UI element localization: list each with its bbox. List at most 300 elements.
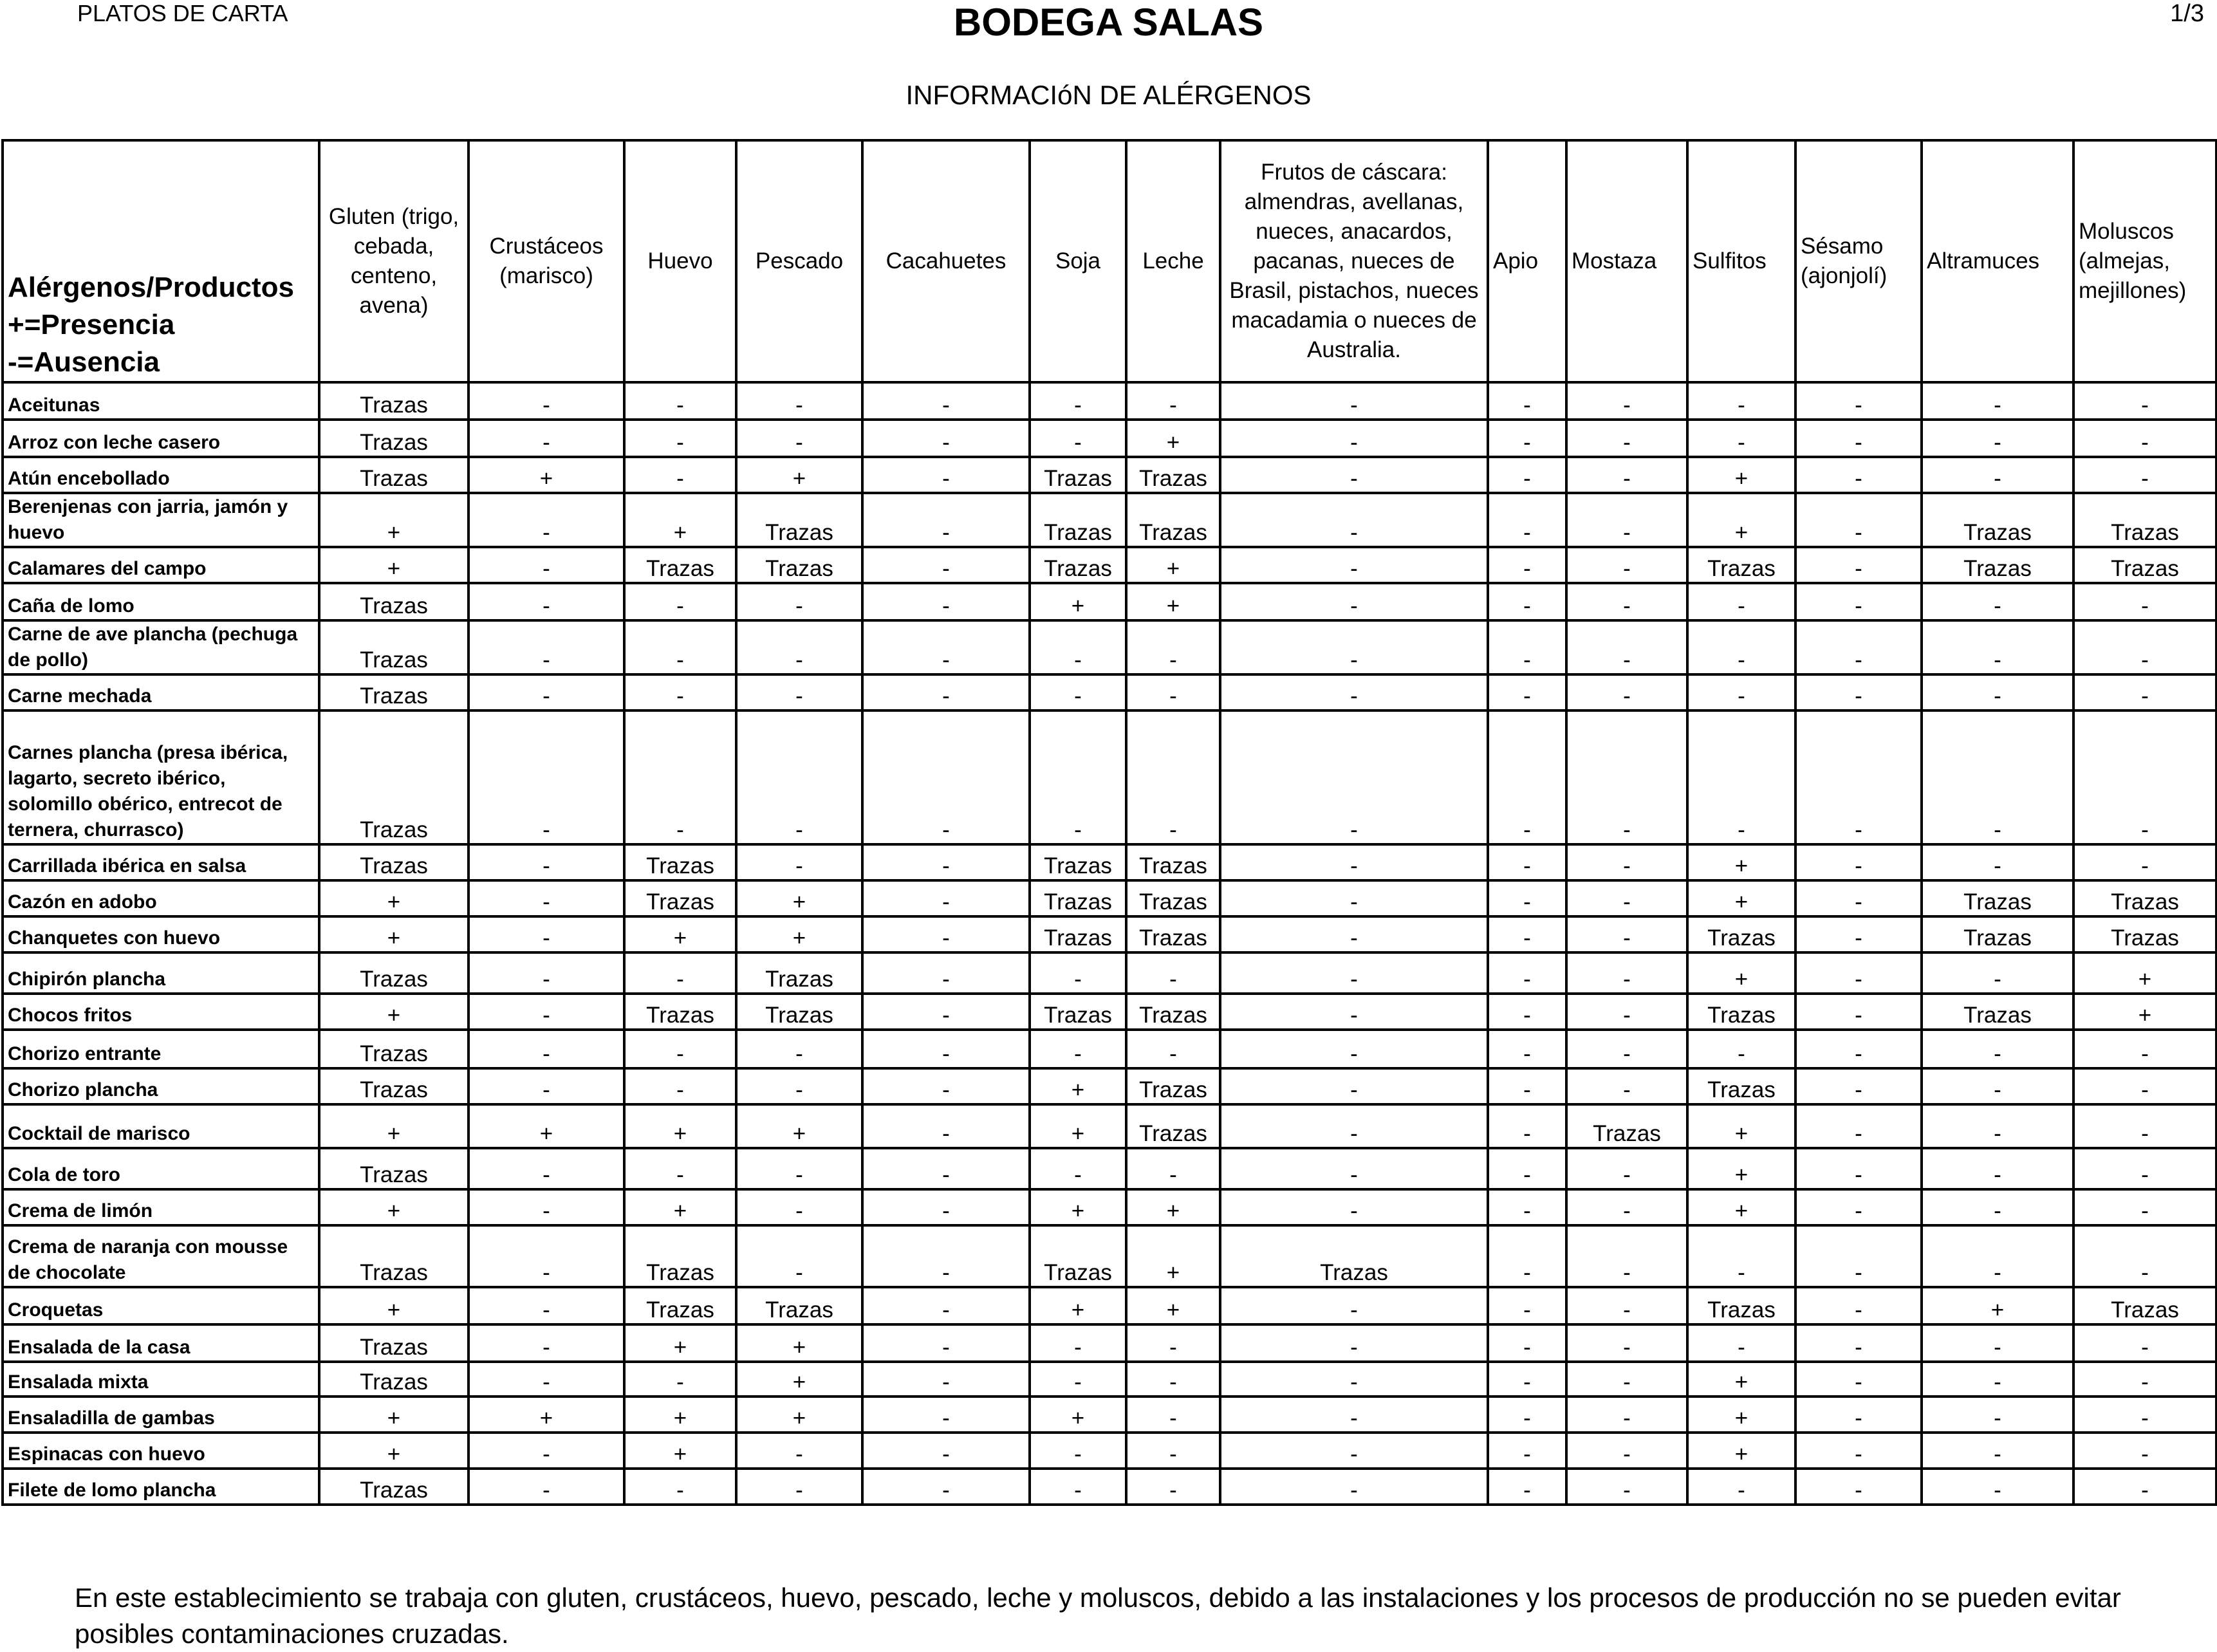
allergen-value-cell: + bbox=[1030, 1287, 1126, 1324]
allergen-value-cell: - bbox=[1687, 583, 1795, 620]
cross-contamination-note: En este establecimiento se trabaja con gluten, crustáceos, huevo, pescado, leche y moluscos, debido a las instalaciones y los procesos de producción no se pueden evitar posibles contaminaciones cruzadas. bbox=[75, 1582, 2121, 1649]
allergen-value-cell: Trazas bbox=[1922, 994, 2073, 1030]
allergen-value-cell: + bbox=[319, 880, 468, 916]
allergen-value-cell: - bbox=[624, 382, 736, 420]
allergen-value-cell: - bbox=[1687, 1469, 1795, 1505]
allergen-value-cell: - bbox=[468, 1068, 624, 1104]
allergen-value-cell: Trazas bbox=[319, 1148, 468, 1189]
allergen-value-cell: - bbox=[1795, 1324, 1922, 1362]
allergen-value-cell: - bbox=[1795, 844, 1922, 880]
allergen-value-cell: - bbox=[1488, 1189, 1566, 1225]
column-header: Mostaza bbox=[1566, 140, 1687, 382]
allergen-value-cell: - bbox=[862, 1189, 1030, 1225]
allergen-value-cell: - bbox=[624, 710, 736, 844]
allergen-value-cell: Trazas bbox=[1922, 493, 2073, 547]
allergen-value-cell: - bbox=[1566, 952, 1687, 994]
table-row bbox=[3, 952, 2216, 994]
allergen-value-cell: + bbox=[1687, 844, 1795, 880]
allergen-value-cell: - bbox=[1795, 382, 1922, 420]
product-name-cell: Cola de toro bbox=[3, 1148, 319, 1189]
allergen-value-cell: Trazas bbox=[319, 583, 468, 620]
allergen-value-cell: - bbox=[624, 583, 736, 620]
allergen-value-cell: + bbox=[319, 1104, 468, 1148]
allergen-value-cell: - bbox=[862, 674, 1030, 710]
allergen-value-cell: - bbox=[1220, 1148, 1488, 1189]
allergen-value-cell: - bbox=[1488, 493, 1566, 547]
allergen-value-cell: - bbox=[1220, 493, 1488, 547]
allergen-value-cell: - bbox=[1488, 844, 1566, 880]
allergen-value-cell: + bbox=[1126, 1225, 1220, 1287]
table-row bbox=[3, 1469, 2216, 1505]
allergen-value-cell: - bbox=[1687, 674, 1795, 710]
allergen-value-cell: - bbox=[1795, 620, 1922, 674]
allergen-value-cell: - bbox=[468, 844, 624, 880]
allergen-value-cell: + bbox=[319, 1189, 468, 1225]
allergen-value-cell: - bbox=[468, 1030, 624, 1068]
allergen-value-cell: + bbox=[319, 1433, 468, 1469]
allergen-value-cell: - bbox=[468, 583, 624, 620]
allergen-value-cell: + bbox=[1030, 1104, 1126, 1148]
table-row bbox=[3, 916, 2216, 952]
product-name-cell: Crema de naranja con mousse de chocolate bbox=[3, 1225, 319, 1287]
allergen-value-cell: - bbox=[1488, 916, 1566, 952]
allergen-value-cell: - bbox=[1566, 1030, 1687, 1068]
allergen-value-cell: Trazas bbox=[2073, 547, 2216, 583]
allergen-value-cell: - bbox=[862, 916, 1030, 952]
allergen-value-cell: Trazas bbox=[319, 620, 468, 674]
allergen-value-cell: - bbox=[1488, 420, 1566, 457]
allergen-value-cell: - bbox=[2073, 1104, 2216, 1148]
allergen-value-cell: - bbox=[1795, 1225, 1922, 1287]
table-row bbox=[3, 382, 2216, 420]
allergen-value-cell: - bbox=[1795, 457, 1922, 493]
allergen-value-cell: - bbox=[862, 710, 1030, 844]
allergen-value-cell: - bbox=[2073, 1030, 2216, 1068]
allergen-value-cell: - bbox=[468, 620, 624, 674]
allergen-value-cell: - bbox=[1795, 1189, 1922, 1225]
allergen-value-cell: + bbox=[624, 1324, 736, 1362]
allergen-value-cell: + bbox=[319, 1397, 468, 1433]
allergen-value-cell: Trazas bbox=[1220, 1225, 1488, 1287]
allergen-value-cell: - bbox=[1922, 952, 2073, 994]
column-header: Gluten (trigo, cebada, centeno, avena) bbox=[319, 140, 468, 382]
allergen-value-cell: - bbox=[2073, 1148, 2216, 1189]
allergen-value-cell: - bbox=[468, 547, 624, 583]
allergen-value-cell: + bbox=[319, 547, 468, 583]
allergen-value-cell: - bbox=[1795, 710, 1922, 844]
allergen-value-cell: Trazas bbox=[1687, 547, 1795, 583]
allergen-value-cell: - bbox=[1566, 1324, 1687, 1362]
allergen-value-cell: + bbox=[736, 457, 862, 493]
allergen-value-cell: - bbox=[1126, 1324, 1220, 1362]
allergen-value-cell: Trazas bbox=[319, 844, 468, 880]
allergen-value-cell: Trazas bbox=[1030, 844, 1126, 880]
allergen-value-cell: - bbox=[1488, 1104, 1566, 1148]
allergen-value-cell: - bbox=[468, 994, 624, 1030]
allergen-value-cell: + bbox=[1687, 1433, 1795, 1469]
allergen-value-cell: - bbox=[2073, 710, 2216, 844]
allergen-value-cell: Trazas bbox=[319, 1030, 468, 1068]
allergen-value-cell: - bbox=[468, 674, 624, 710]
allergen-value-cell: Trazas bbox=[319, 382, 468, 420]
allergen-value-cell: - bbox=[1922, 710, 2073, 844]
allergen-value-cell: - bbox=[1922, 1397, 2073, 1433]
allergen-value-cell: - bbox=[1795, 1362, 1922, 1397]
allergen-value-cell: - bbox=[1220, 583, 1488, 620]
allergen-value-cell: - bbox=[468, 1362, 624, 1397]
allergen-value-cell: Trazas bbox=[624, 1287, 736, 1324]
allergen-value-cell: Trazas bbox=[2073, 493, 2216, 547]
table-row bbox=[3, 1362, 2216, 1397]
allergen-value-cell: - bbox=[1488, 1030, 1566, 1068]
allergen-value-cell: - bbox=[862, 493, 1030, 547]
allergen-value-cell: + bbox=[1687, 1362, 1795, 1397]
allergen-value-cell: + bbox=[1922, 1287, 2073, 1324]
allergen-value-cell: Trazas bbox=[736, 952, 862, 994]
allergen-value-cell: Trazas bbox=[1030, 547, 1126, 583]
allergen-value-cell: - bbox=[1566, 1189, 1687, 1225]
allergen-value-cell: - bbox=[468, 916, 624, 952]
column-header: Apio bbox=[1488, 140, 1566, 382]
product-name-cell: Carne de ave plancha (pechuga de pollo) bbox=[3, 620, 319, 674]
allergen-value-cell: - bbox=[1566, 1362, 1687, 1397]
allergen-value-cell: - bbox=[1566, 493, 1687, 547]
allergen-value-cell: Trazas bbox=[319, 1362, 468, 1397]
allergen-value-cell: Trazas bbox=[1687, 1287, 1795, 1324]
allergen-value-cell: - bbox=[1566, 916, 1687, 952]
allergen-value-cell: - bbox=[736, 710, 862, 844]
table-row bbox=[3, 620, 2216, 674]
allergen-value-cell: - bbox=[1220, 382, 1488, 420]
allergen-value-cell: + bbox=[319, 493, 468, 547]
product-name-cell: Chanquetes con huevo bbox=[3, 916, 319, 952]
product-name-cell: Crema de limón bbox=[3, 1189, 319, 1225]
allergen-value-cell: - bbox=[1488, 1433, 1566, 1469]
allergen-value-cell: + bbox=[736, 1362, 862, 1397]
allergen-value-cell: Trazas bbox=[1030, 457, 1126, 493]
allergen-value-cell: - bbox=[736, 1469, 862, 1505]
allergen-value-cell: - bbox=[1030, 674, 1126, 710]
allergen-value-cell: - bbox=[1922, 1104, 2073, 1148]
allergen-value-cell: Trazas bbox=[319, 420, 468, 457]
allergen-value-cell: + bbox=[1126, 583, 1220, 620]
allergen-value-cell: - bbox=[862, 1324, 1030, 1362]
allergen-value-cell: - bbox=[1030, 1469, 1126, 1505]
allergen-value-cell: - bbox=[862, 1104, 1030, 1148]
allergen-value-cell: - bbox=[1030, 420, 1126, 457]
allergen-value-cell: + bbox=[1030, 1397, 1126, 1433]
allergen-value-cell: + bbox=[736, 1104, 862, 1148]
allergen-value-cell: Trazas bbox=[1566, 1104, 1687, 1148]
allergen-value-cell: - bbox=[1030, 1362, 1126, 1397]
table-row bbox=[3, 1324, 2216, 1362]
allergen-value-cell: + bbox=[1126, 420, 1220, 457]
allergen-value-cell: + bbox=[1030, 1068, 1126, 1104]
allergen-value-cell: - bbox=[1126, 1433, 1220, 1469]
allergen-value-cell: - bbox=[1795, 674, 1922, 710]
allergen-value-cell: - bbox=[862, 547, 1030, 583]
table-row bbox=[3, 457, 2216, 493]
allergen-value-cell: - bbox=[2073, 1433, 2216, 1469]
allergen-value-cell: - bbox=[1795, 420, 1922, 457]
allergen-value-cell: - bbox=[862, 620, 1030, 674]
allergen-value-cell: - bbox=[624, 420, 736, 457]
allergen-value-cell: - bbox=[1566, 547, 1687, 583]
allergen-value-cell: - bbox=[1566, 1469, 1687, 1505]
allergen-value-cell: Trazas bbox=[1922, 547, 2073, 583]
allergen-value-cell: - bbox=[1795, 1433, 1922, 1469]
allergen-value-cell: - bbox=[1030, 620, 1126, 674]
allergen-value-cell: + bbox=[2073, 994, 2216, 1030]
product-name-cell: Chorizo entrante bbox=[3, 1030, 319, 1068]
product-name-cell: Ensaladilla de gambas bbox=[3, 1397, 319, 1433]
allergen-value-cell: - bbox=[1566, 1287, 1687, 1324]
allergen-value-cell: - bbox=[1922, 620, 2073, 674]
allergen-value-cell: Trazas bbox=[1126, 1104, 1220, 1148]
allergen-value-cell: - bbox=[1220, 1362, 1488, 1397]
allergen-value-cell: - bbox=[1488, 1324, 1566, 1362]
allergen-value-cell: - bbox=[736, 1030, 862, 1068]
column-header: Soja bbox=[1030, 140, 1126, 382]
allergen-value-cell: - bbox=[1488, 1469, 1566, 1505]
allergen-value-cell: - bbox=[1126, 952, 1220, 994]
product-name-cell: Cocktail de marisco bbox=[3, 1104, 319, 1148]
allergen-value-cell: - bbox=[1566, 710, 1687, 844]
allergen-value-cell: - bbox=[736, 620, 862, 674]
allergen-value-cell: - bbox=[2073, 382, 2216, 420]
allergen-value-cell: + bbox=[624, 1104, 736, 1148]
allergen-value-cell: - bbox=[862, 1068, 1030, 1104]
allergen-value-cell: + bbox=[624, 493, 736, 547]
allergen-value-cell: - bbox=[2073, 1225, 2216, 1287]
allergen-value-cell: - bbox=[1030, 952, 1126, 994]
allergen-value-cell: - bbox=[468, 952, 624, 994]
allergen-value-cell: - bbox=[1220, 420, 1488, 457]
product-name-cell: Caña de lomo bbox=[3, 583, 319, 620]
product-name-cell: Espinacas con huevo bbox=[3, 1433, 319, 1469]
allergen-value-cell: - bbox=[2073, 674, 2216, 710]
allergen-value-cell: - bbox=[468, 1287, 624, 1324]
allergen-value-cell: - bbox=[1220, 547, 1488, 583]
allergen-value-cell: - bbox=[1488, 583, 1566, 620]
product-name-cell: Carnes plancha (presa ibérica, lagarto, secreto ibérico, solomillo obérico, entrecot de ternera, churrasco) bbox=[3, 710, 319, 844]
corner-title: Alérgenos/Productos bbox=[8, 272, 294, 303]
allergen-value-cell: - bbox=[624, 1469, 736, 1505]
allergen-value-cell: - bbox=[1566, 1148, 1687, 1189]
allergen-value-cell: - bbox=[1795, 1104, 1922, 1148]
allergen-value-cell: + bbox=[1687, 1104, 1795, 1148]
allergen-value-cell: + bbox=[468, 457, 624, 493]
table-row bbox=[3, 1189, 2216, 1225]
allergen-value-cell: + bbox=[319, 994, 468, 1030]
product-name-cell: Carrillada ibérica en salsa bbox=[3, 844, 319, 880]
allergen-value-cell: - bbox=[624, 1068, 736, 1104]
column-header: Crustáceos (marisco) bbox=[468, 140, 624, 382]
allergen-value-cell: Trazas bbox=[1126, 916, 1220, 952]
allergen-value-cell: - bbox=[862, 952, 1030, 994]
allergen-value-cell: Trazas bbox=[319, 1068, 468, 1104]
allergen-value-cell: - bbox=[1488, 674, 1566, 710]
table-row bbox=[3, 1068, 2216, 1104]
allergen-value-cell: - bbox=[1030, 1433, 1126, 1469]
table-row bbox=[3, 1433, 2216, 1469]
allergen-value-cell: + bbox=[468, 1104, 624, 1148]
allergen-value-cell: - bbox=[1922, 1362, 2073, 1397]
allergen-value-cell: - bbox=[1488, 1068, 1566, 1104]
allergen-value-cell: - bbox=[736, 844, 862, 880]
allergen-value-cell: - bbox=[1220, 1324, 1488, 1362]
allergen-value-cell: + bbox=[736, 916, 862, 952]
allergen-value-cell: - bbox=[862, 880, 1030, 916]
allergen-value-cell: Trazas bbox=[1030, 1225, 1126, 1287]
table-corner-legend bbox=[3, 140, 319, 382]
allergen-value-cell: - bbox=[1687, 620, 1795, 674]
allergen-value-cell: + bbox=[1030, 1189, 1126, 1225]
allergen-value-cell: - bbox=[736, 1148, 862, 1189]
allergen-value-cell: - bbox=[1220, 952, 1488, 994]
allergen-value-cell: Trazas bbox=[624, 994, 736, 1030]
allergen-value-cell: - bbox=[1488, 1397, 1566, 1433]
allergen-value-cell: - bbox=[1488, 620, 1566, 674]
allergen-value-cell: - bbox=[862, 457, 1030, 493]
allergen-value-cell: Trazas bbox=[736, 547, 862, 583]
allergen-value-cell: - bbox=[1126, 1362, 1220, 1397]
allergen-value-cell: - bbox=[624, 674, 736, 710]
allergen-value-cell: - bbox=[736, 420, 862, 457]
table-row bbox=[3, 547, 2216, 583]
allergen-value-cell: - bbox=[736, 1433, 862, 1469]
product-name-cell: Berenjenas con jarria, jamón y huevo bbox=[3, 493, 319, 547]
allergen-value-cell: - bbox=[1030, 382, 1126, 420]
allergen-value-cell: - bbox=[736, 583, 862, 620]
allergen-value-cell: - bbox=[1566, 844, 1687, 880]
allergen-value-cell: - bbox=[624, 1362, 736, 1397]
product-name-cell: Chipirón plancha bbox=[3, 952, 319, 994]
column-header: Altramuces bbox=[1922, 140, 2073, 382]
allergen-value-cell: Trazas bbox=[624, 844, 736, 880]
allergen-value-cell: - bbox=[1220, 1030, 1488, 1068]
allergen-value-cell: Trazas bbox=[624, 547, 736, 583]
allergen-value-cell: - bbox=[862, 382, 1030, 420]
allergen-value-cell: - bbox=[468, 1189, 624, 1225]
allergen-value-cell: - bbox=[1566, 620, 1687, 674]
allergen-value-cell: Trazas bbox=[319, 1225, 468, 1287]
allergen-value-cell: Trazas bbox=[1922, 880, 2073, 916]
restaurant-name: BODEGA SALAS bbox=[953, 1, 1264, 44]
page-number: 1/3 bbox=[2170, 0, 2204, 27]
allergen-value-cell: - bbox=[1030, 1030, 1126, 1068]
allergen-value-cell: - bbox=[1795, 880, 1922, 916]
allergen-value-cell: - bbox=[2073, 1469, 2216, 1505]
product-name-cell: Cazón en adobo bbox=[3, 880, 319, 916]
allergen-value-cell: - bbox=[1488, 1362, 1566, 1397]
allergen-value-cell: Trazas bbox=[1030, 880, 1126, 916]
allergen-value-cell: - bbox=[1687, 1324, 1795, 1362]
allergen-value-cell: - bbox=[1126, 620, 1220, 674]
allergen-value-cell: - bbox=[1795, 952, 1922, 994]
allergen-value-cell: - bbox=[1566, 880, 1687, 916]
allergen-value-cell: - bbox=[468, 1469, 624, 1505]
product-name-cell: Carne mechada bbox=[3, 674, 319, 710]
allergen-value-cell: - bbox=[468, 1225, 624, 1287]
allergen-value-cell: Trazas bbox=[1030, 916, 1126, 952]
table-row bbox=[3, 1397, 2216, 1433]
allergen-value-cell: Trazas bbox=[1687, 916, 1795, 952]
allergen-value-cell: - bbox=[862, 420, 1030, 457]
allergen-value-cell: - bbox=[1795, 493, 1922, 547]
table-row bbox=[3, 994, 2216, 1030]
product-name-cell: Chorizo plancha bbox=[3, 1068, 319, 1104]
allergen-value-cell: - bbox=[468, 382, 624, 420]
allergen-value-cell: - bbox=[468, 1324, 624, 1362]
document-category: PLATOS DE CARTA bbox=[77, 0, 288, 26]
allergen-value-cell: Trazas bbox=[1126, 880, 1220, 916]
allergen-value-cell: Trazas bbox=[1126, 493, 1220, 547]
allergen-value-cell: Trazas bbox=[1687, 1068, 1795, 1104]
allergen-value-cell: - bbox=[1220, 880, 1488, 916]
allergen-value-cell: - bbox=[1922, 1225, 2073, 1287]
allergen-value-cell: Trazas bbox=[736, 994, 862, 1030]
product-name-cell: Atún encebollado bbox=[3, 457, 319, 493]
allergen-value-cell: + bbox=[736, 880, 862, 916]
allergen-value-cell: - bbox=[862, 1397, 1030, 1433]
allergen-value-cell: Trazas bbox=[1030, 994, 1126, 1030]
allergen-value-cell: - bbox=[1687, 1030, 1795, 1068]
allergen-value-cell: - bbox=[1488, 952, 1566, 994]
product-name-cell: Croquetas bbox=[3, 1287, 319, 1324]
allergen-value-cell: - bbox=[1922, 583, 2073, 620]
allergen-value-cell: - bbox=[1220, 620, 1488, 674]
allergen-value-cell: - bbox=[624, 1030, 736, 1068]
allergen-value-cell: Trazas bbox=[2073, 1287, 2216, 1324]
allergen-value-cell: - bbox=[1795, 1287, 1922, 1324]
allergen-value-cell: Trazas bbox=[319, 1469, 468, 1505]
allergen-value-cell: - bbox=[1488, 457, 1566, 493]
allergen-value-cell: - bbox=[1030, 1324, 1126, 1362]
allergen-value-cell: - bbox=[2073, 457, 2216, 493]
product-name-cell: Ensalada de la casa bbox=[3, 1324, 319, 1362]
product-name-cell: Chocos fritos bbox=[3, 994, 319, 1030]
allergen-value-cell: - bbox=[1795, 583, 1922, 620]
allergen-value-cell: + bbox=[624, 1189, 736, 1225]
allergen-value-cell: - bbox=[1126, 1469, 1220, 1505]
allergen-value-cell: - bbox=[1795, 994, 1922, 1030]
column-header: Sulfitos bbox=[1687, 140, 1795, 382]
allergen-value-cell: - bbox=[1488, 382, 1566, 420]
allergen-value-cell: - bbox=[468, 880, 624, 916]
allergen-value-cell: - bbox=[1922, 1148, 2073, 1189]
allergen-value-cell: Trazas bbox=[319, 457, 468, 493]
allergen-value-cell: - bbox=[862, 1148, 1030, 1189]
allergen-value-cell: - bbox=[862, 844, 1030, 880]
allergen-value-cell: - bbox=[1566, 382, 1687, 420]
allergen-value-cell: - bbox=[1922, 1324, 2073, 1362]
allergen-value-cell: Trazas bbox=[2073, 880, 2216, 916]
table-row bbox=[3, 1287, 2216, 1324]
allergen-value-cell: - bbox=[1795, 1469, 1922, 1505]
allergen-value-cell: - bbox=[862, 583, 1030, 620]
allergen-value-cell: Trazas bbox=[736, 1287, 862, 1324]
column-header: Cacahuetes bbox=[862, 140, 1030, 382]
allergen-value-cell: - bbox=[2073, 844, 2216, 880]
allergen-value-cell: - bbox=[1488, 994, 1566, 1030]
allergen-value-cell: - bbox=[624, 952, 736, 994]
allergen-value-cell: - bbox=[1922, 1469, 2073, 1505]
allergen-value-cell: - bbox=[468, 1433, 624, 1469]
allergen-value-cell: - bbox=[624, 1148, 736, 1189]
allergen-value-cell: - bbox=[1030, 710, 1126, 844]
allergen-value-cell: + bbox=[1687, 1397, 1795, 1433]
